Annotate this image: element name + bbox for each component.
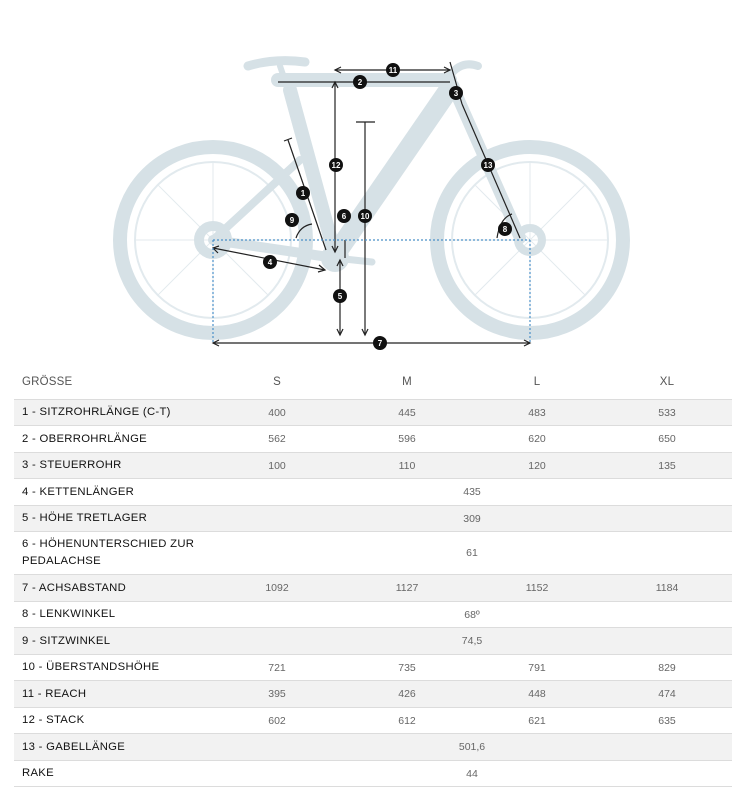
row-value: 612: [342, 708, 472, 734]
marker-2: [353, 75, 367, 89]
row-label: 13 - GABELLÄNGE: [14, 734, 212, 761]
svg-text:5: 5: [337, 292, 343, 301]
row-value-all-sizes: 309: [212, 506, 732, 532]
table-row: [14, 532, 732, 575]
marker-9: [285, 213, 299, 227]
table-row: [14, 426, 732, 453]
table-row: [14, 761, 732, 787]
row-value: 1092: [212, 575, 342, 602]
row-value: 448: [472, 681, 602, 708]
row-value-all-sizes: 44: [212, 761, 732, 787]
row-value: 621: [472, 708, 602, 734]
row-value: 721: [212, 655, 342, 681]
row-value: 110: [342, 453, 472, 479]
row-value: 120: [472, 453, 602, 479]
row-value: 1152: [472, 575, 602, 602]
svg-text:1: 1: [300, 189, 306, 198]
marker-3: [449, 86, 463, 100]
row-value: 602: [212, 708, 342, 734]
svg-text:9: 9: [289, 216, 295, 225]
row-label: 5 - HÖHE TRETLAGER: [14, 506, 212, 532]
marker-6: [337, 209, 351, 223]
row-label: 4 - KETTENLÄNGER: [14, 479, 212, 506]
row-value: 474: [602, 681, 732, 708]
header-s: S: [273, 376, 281, 388]
row-value: 829: [602, 655, 732, 681]
row-label: 12 - STACK: [14, 708, 212, 734]
row-label: 11 - REACH: [14, 681, 212, 708]
row-label: 6 - HÖHENUNTERSCHIED ZUR PEDALACHSE: [14, 532, 212, 575]
header-m: M: [402, 376, 412, 388]
row-value: 620: [472, 426, 602, 453]
row-value: 1127: [342, 575, 472, 602]
svg-text:10: 10: [360, 212, 370, 221]
row-value: 100: [212, 453, 342, 479]
marker-8: [498, 222, 512, 236]
row-value: 483: [472, 400, 602, 426]
row-value-all-sizes: 501,6: [212, 734, 732, 761]
svg-text:4: 4: [267, 258, 273, 267]
header-xl: XL: [659, 376, 675, 388]
svg-text:8: 8: [502, 225, 508, 234]
svg-text:11: 11: [388, 66, 398, 75]
row-label: 2 - OBERROHRLÄNGE: [14, 426, 212, 453]
row-label: 9 - SITZWINKEL: [14, 628, 212, 655]
geometry-table: [14, 365, 732, 787]
header-l: L: [533, 376, 541, 388]
row-value: 135: [602, 453, 732, 479]
marker-7: [373, 336, 387, 350]
bike-silhouette: [120, 61, 623, 333]
row-value: 426: [342, 681, 472, 708]
marker-11: [386, 63, 400, 77]
row-value: 533: [602, 400, 732, 426]
svg-text:3: 3: [453, 89, 459, 98]
marker-4: [263, 255, 277, 269]
table-row: [14, 453, 732, 479]
row-value: 735: [342, 655, 472, 681]
table-header-row: [14, 365, 732, 400]
table-body: [14, 400, 732, 787]
row-label: 8 - LENKWINKEL: [14, 602, 212, 628]
marker-13: [481, 158, 495, 172]
marker-5: [333, 289, 347, 303]
table-row: [14, 575, 732, 602]
row-label: 1 - SITZROHRLÄNGE (C-T): [14, 400, 212, 426]
svg-text:2: 2: [357, 78, 363, 87]
row-value: 791: [472, 655, 602, 681]
table-row: [14, 655, 732, 681]
table-row: [14, 506, 732, 532]
row-value-all-sizes: 68º: [212, 602, 732, 628]
marker-12: [329, 158, 343, 172]
svg-text:12: 12: [331, 161, 341, 170]
table-row: [14, 628, 732, 655]
row-value: 596: [342, 426, 472, 453]
row-label: 7 - ACHSABSTAND: [14, 575, 212, 602]
table-row: [14, 734, 732, 761]
row-value: 635: [602, 708, 732, 734]
marker-1: [296, 186, 310, 200]
row-value: 400: [212, 400, 342, 426]
row-value-all-sizes: 435: [212, 479, 732, 506]
table-row: [14, 479, 732, 506]
table-row: [14, 400, 732, 426]
table-row: [14, 602, 732, 628]
row-label: 10 - ÜBERSTANDSHÖHE: [14, 655, 212, 681]
row-value: 562: [212, 426, 342, 453]
row-value-all-sizes: 61: [212, 532, 732, 575]
svg-text:13: 13: [483, 161, 493, 170]
table-row: [14, 681, 732, 708]
row-value: 395: [212, 681, 342, 708]
row-value: 445: [342, 400, 472, 426]
row-value-all-sizes: 74,5: [212, 628, 732, 655]
table-row: [14, 708, 732, 734]
row-label: RAKE: [14, 761, 212, 787]
row-label: 3 - STEUERROHR: [14, 453, 212, 479]
svg-text:6: 6: [341, 212, 347, 221]
svg-text:7: 7: [377, 339, 383, 348]
bike-geometry-diagram: [0, 0, 746, 360]
row-value: 1184: [602, 575, 732, 602]
header-size: GRÖSSE: [22, 376, 73, 388]
row-value: 650: [602, 426, 732, 453]
marker-10: [358, 209, 372, 223]
